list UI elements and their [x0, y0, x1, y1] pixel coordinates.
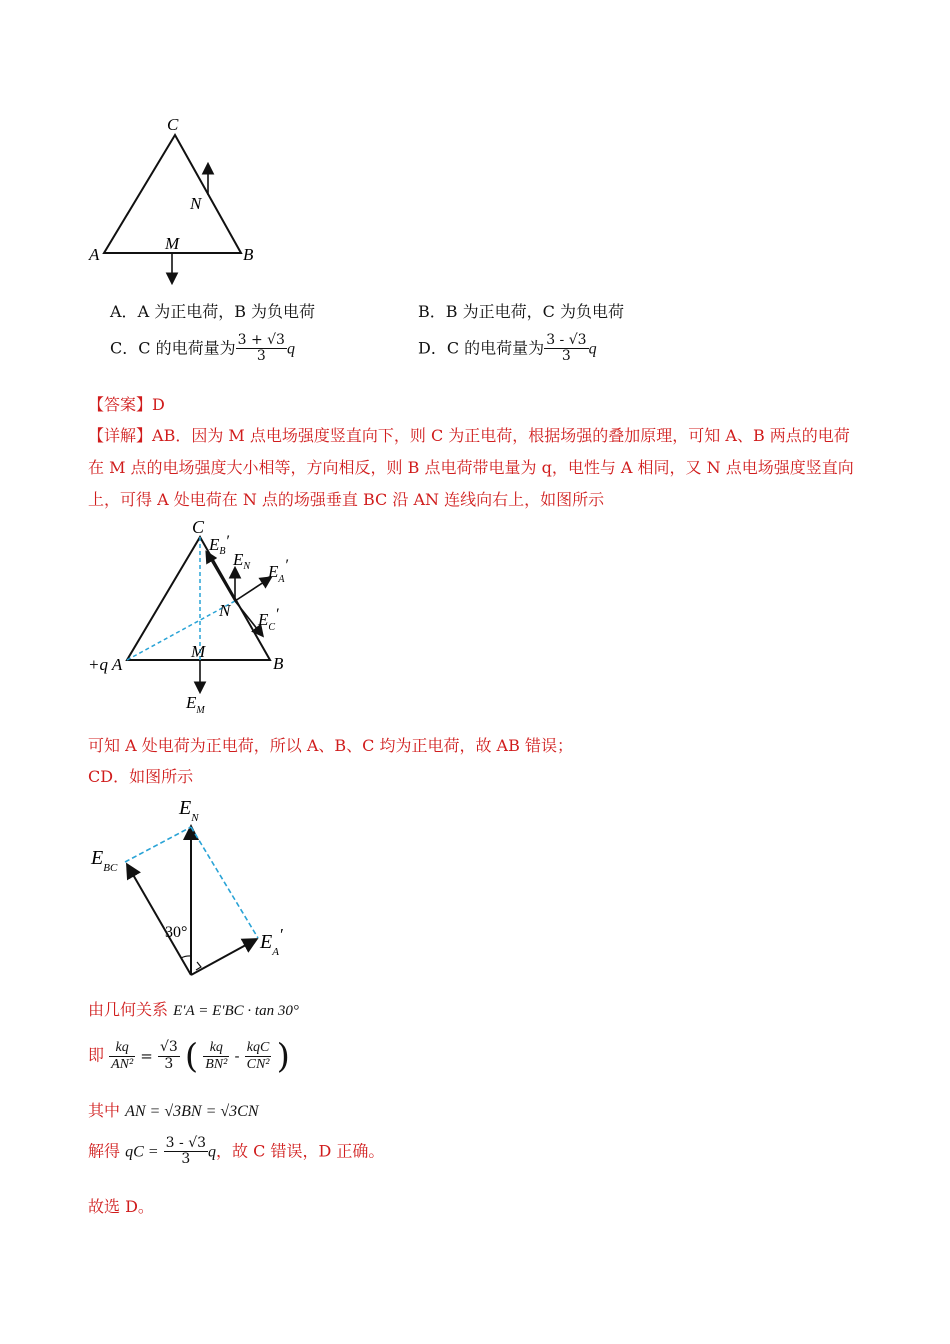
option-c: [110, 333, 295, 365]
fig3-label-EBC: $E_{BC}$: [91, 847, 118, 874]
option-d-text: C 的电荷量为: [446, 338, 545, 358]
fig2-label-EB: $E_B'$: [209, 533, 229, 557]
ji-prefix: 即: [88, 1045, 105, 1065]
label-C: C: [167, 115, 179, 134]
option-d-denominator: 3: [561, 348, 571, 365]
fig2-label-B: B: [273, 654, 284, 673]
fig2-label-EA: $E_A'$: [268, 557, 288, 585]
ji-lhs-num: kq: [109, 1040, 135, 1056]
ji-t1: [203, 1040, 229, 1072]
option-a-letter: A．: [110, 302, 138, 321]
option-c-numerator: 3 + √3: [237, 332, 285, 348]
detail-line-3: 上，可得 A 处电荷在 N 点的场强垂直 BC 沿 AN 连线向右上，如图所示: [88, 490, 605, 509]
jie-num: 3 - √3: [165, 1135, 207, 1151]
fig3-label-EN: $E_N$: [179, 797, 199, 824]
option-d: [418, 333, 597, 365]
qizhong-line: [88, 1098, 259, 1121]
ji-t2-den: CN²: [246, 1056, 270, 1072]
fig2-label-EC: $E_C'$: [258, 606, 279, 633]
figure-triangle-1: [80, 110, 280, 295]
option-c-letter: C．: [110, 338, 139, 358]
option-b: [418, 299, 624, 322]
figure-vector-triangle: [85, 790, 305, 985]
option-d-letter: D．: [418, 338, 447, 358]
ji-coef-den: 3: [164, 1055, 174, 1072]
ji-t1-den: BN²: [205, 1056, 228, 1072]
answer-value: D: [152, 395, 165, 414]
fig2-label-EM: $E_M$: [186, 693, 205, 716]
jie-fraction: [164, 1136, 208, 1168]
qizhong-prefix: 其中: [88, 1101, 121, 1120]
option-c-text: C 的电荷量为: [138, 338, 236, 358]
option-d-numerator: 3 - √3: [546, 332, 587, 348]
answer-bracket: 【答案】: [88, 395, 153, 414]
fig2-label-A: +q A: [88, 655, 123, 674]
final-line: 故选 D。: [88, 1197, 154, 1216]
fig3-angle: 30°: [165, 924, 188, 941]
option-d-suffix: q: [588, 340, 597, 358]
option-a-text: A 为正电荷，B 为负电荷: [137, 302, 316, 321]
answer-line: [88, 392, 165, 415]
option-b-text: B 为正电荷，C 为负电荷: [445, 302, 624, 321]
jie-lhs: qC =: [125, 1143, 159, 1161]
cd-line: CD．如图所示: [88, 767, 194, 786]
detail-line-1: [88, 423, 850, 446]
label-B: B: [243, 245, 254, 264]
ji-t2-num: kqC: [245, 1040, 272, 1056]
ji-line: 即 $\frac{kq}{\text{AN²}}$ = $\frac{√3}{3}$ ( $\frac{kq}{\text{BN²}}$ - $\frac{\text{kqC}}{\text{CN²}}$ ): [88, 1036, 290, 1076]
option-d-fraction: [544, 333, 588, 365]
jie-tail: ，故 C 错误，D 正确。: [216, 1141, 385, 1161]
detail-text-1: AB．因为 M 点电场强度竖直向下，则 C 为正电荷，根据场强的叠加原理，可知 A、B 两点的电荷: [152, 426, 850, 445]
jie-den: 3: [181, 1151, 191, 1168]
geom-formula: E′A = E′BC · tan 30°: [173, 1003, 299, 1019]
label-A: A: [89, 245, 100, 264]
label-N: N: [190, 194, 202, 213]
option-c-suffix: q: [286, 340, 295, 358]
fig3-label-EA: $E_A'$: [260, 925, 283, 958]
jie-suffix: q: [208, 1143, 217, 1161]
detail-line-2: 在 M 点的电场强度大小相等，方向相反，则 B 点电荷带电量为 q，电性与 A 相同，又 N 点电场强度竖直向: [88, 458, 854, 477]
ji-coef-num: √3: [159, 1039, 178, 1056]
option-c-denominator: 3: [256, 348, 266, 365]
ji-lhs: [109, 1040, 135, 1072]
fig2-label-C: C: [192, 517, 205, 537]
qizhong-formula: AN = √3BN = √3CN: [125, 1103, 259, 1120]
conclusion-1: 可知 A 处电荷为正电荷，所以 A、B、C 均为正电荷，故 AB 错误；: [88, 736, 573, 755]
figure-field-triangle: [80, 515, 310, 723]
option-b-letter: B．: [418, 302, 446, 321]
ji-t2: [245, 1040, 272, 1072]
geom-line: [88, 997, 299, 1020]
ji-lhs-den: AN²: [111, 1056, 134, 1072]
fig2-label-N: N: [219, 601, 231, 620]
fig2-label-EN: $E_N$: [233, 550, 251, 572]
option-a: [110, 299, 315, 322]
ji-t1-num: kq: [203, 1040, 229, 1056]
jie-prefix: 解得: [88, 1141, 121, 1161]
option-c-fraction: [236, 333, 287, 365]
geom-prefix: 由几何关系: [88, 1000, 169, 1019]
label-M: M: [165, 234, 180, 253]
jie-line: [88, 1136, 384, 1168]
detail-bracket: 【详解】: [88, 426, 153, 445]
fig2-label-M: M: [191, 642, 206, 661]
ji-coef: [158, 1040, 180, 1072]
